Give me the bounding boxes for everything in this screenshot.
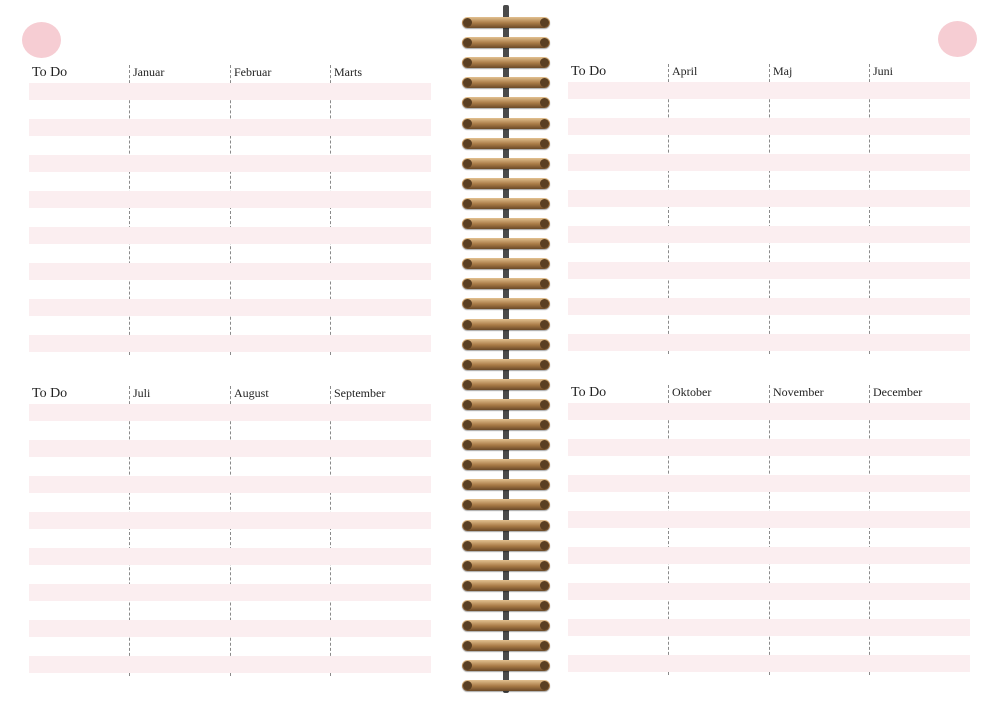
- spiral-ring: [462, 278, 550, 289]
- spiral-ring: [462, 540, 550, 551]
- spiral-ring: [462, 218, 550, 229]
- spiral-ring: [462, 118, 550, 129]
- month-header: Juni: [873, 64, 894, 78]
- writing-line[interactable]: [568, 511, 970, 528]
- month-header: August: [234, 386, 269, 400]
- writing-line[interactable]: [568, 118, 970, 135]
- writing-line[interactable]: [29, 620, 431, 637]
- writing-line[interactable]: [29, 476, 431, 493]
- right-page: [500, 0, 1000, 705]
- month-header: April: [672, 64, 698, 78]
- writing-line[interactable]: [29, 512, 431, 529]
- writing-line[interactable]: [29, 119, 431, 136]
- spiral-ring: [462, 198, 550, 209]
- month-header: September: [334, 386, 386, 400]
- writing-line[interactable]: [29, 83, 431, 100]
- month-header: Januar: [133, 65, 165, 79]
- todo-header: To Do: [571, 64, 607, 79]
- spiral-ring: [462, 97, 550, 108]
- spiral-ring: [462, 419, 550, 430]
- writing-line[interactable]: [568, 619, 970, 636]
- writing-line[interactable]: [568, 154, 970, 171]
- spiral-ring: [462, 158, 550, 169]
- spiral-ring: [462, 560, 550, 571]
- writing-lines: [568, 403, 970, 691]
- writing-line[interactable]: [29, 656, 431, 673]
- spiral-ring: [462, 379, 550, 390]
- quarter-table-q1: [29, 65, 431, 355]
- spiral-ring: [462, 57, 550, 68]
- quarter-table-q4: [568, 385, 970, 675]
- spiral-ring: [462, 298, 550, 309]
- month-header: Oktober: [672, 385, 712, 399]
- quarter-table-q3: [29, 386, 431, 676]
- writing-line[interactable]: [568, 262, 970, 279]
- spiral-ring: [462, 580, 550, 591]
- month-header: Marts: [334, 65, 362, 79]
- writing-line[interactable]: [568, 226, 970, 243]
- writing-line[interactable]: [29, 584, 431, 601]
- writing-lines: [29, 83, 431, 371]
- writing-lines: [29, 404, 431, 692]
- spiral-ring: [462, 459, 550, 470]
- spiral-ring: [462, 138, 550, 149]
- writing-line[interactable]: [568, 403, 970, 420]
- spiral-ring: [462, 680, 550, 691]
- spiral-ring: [462, 399, 550, 410]
- writing-line[interactable]: [29, 299, 431, 316]
- spiral-ring: [462, 77, 550, 88]
- writing-line[interactable]: [568, 475, 970, 492]
- spiral-ring: [462, 238, 550, 249]
- writing-line[interactable]: [568, 190, 970, 207]
- spiral-ring: [462, 178, 550, 189]
- spiral-ring: [462, 339, 550, 350]
- spiral-ring: [462, 499, 550, 510]
- writing-line[interactable]: [568, 82, 970, 99]
- spiral-ring: [462, 640, 550, 651]
- spiral-ring: [462, 620, 550, 631]
- writing-line[interactable]: [29, 227, 431, 244]
- writing-line[interactable]: [568, 334, 970, 351]
- spiral-ring: [462, 660, 550, 671]
- spiral-ring: [462, 37, 550, 48]
- todo-header: To Do: [32, 65, 68, 80]
- writing-line[interactable]: [29, 548, 431, 565]
- writing-line[interactable]: [29, 335, 431, 352]
- writing-line[interactable]: [29, 155, 431, 172]
- spiral-ring: [462, 258, 550, 269]
- writing-lines: [568, 82, 970, 370]
- spiral-ring: [462, 17, 550, 28]
- month-header: December: [873, 385, 923, 399]
- month-header: Maj: [773, 64, 793, 78]
- spiral-ring: [462, 319, 550, 330]
- writing-line[interactable]: [29, 191, 431, 208]
- pink-dot-decoration: [938, 21, 977, 57]
- todo-header: To Do: [571, 385, 607, 400]
- todo-header: To Do: [32, 386, 68, 401]
- writing-line[interactable]: [29, 440, 431, 457]
- pink-dot-decoration: [22, 22, 61, 58]
- spiral-ring: [462, 439, 550, 450]
- writing-line[interactable]: [568, 583, 970, 600]
- spiral-ring: [462, 359, 550, 370]
- quarter-table-q2: [568, 64, 970, 354]
- writing-line[interactable]: [568, 655, 970, 672]
- month-header: Februar: [234, 65, 272, 79]
- spiral-ring: [462, 600, 550, 611]
- writing-line[interactable]: [29, 404, 431, 421]
- spiral-ring: [462, 520, 550, 531]
- writing-line[interactable]: [568, 298, 970, 315]
- spiral-ring: [462, 479, 550, 490]
- writing-line[interactable]: [568, 439, 970, 456]
- writing-line[interactable]: [29, 263, 431, 280]
- month-header: November: [773, 385, 824, 399]
- writing-line[interactable]: [568, 547, 970, 564]
- month-header: Juli: [133, 386, 151, 400]
